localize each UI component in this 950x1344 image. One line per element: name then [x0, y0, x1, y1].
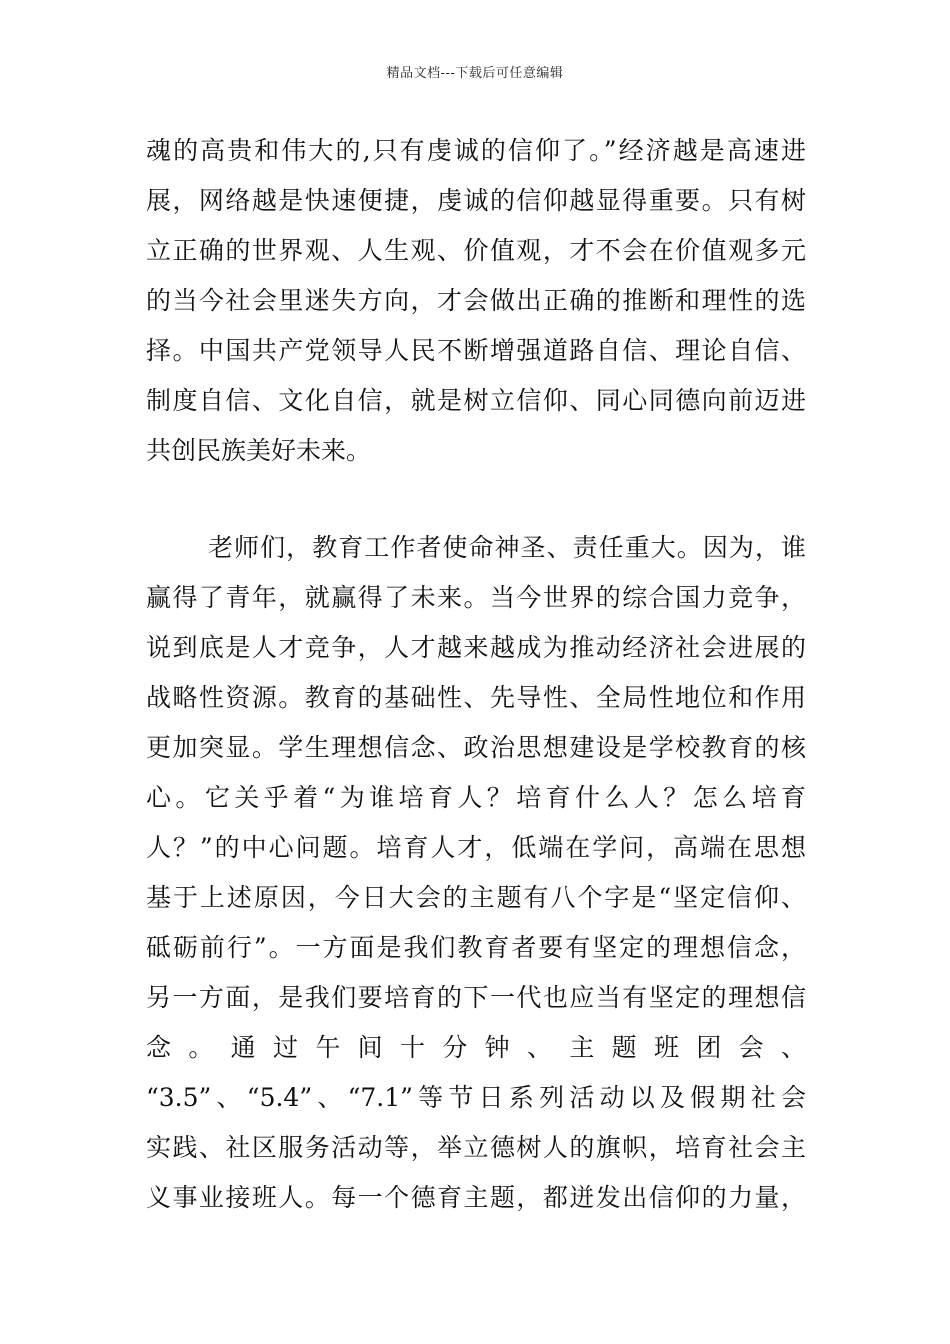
paragraph-2 [146, 523, 806, 1223]
text-line: 念。通过午间十分钟、主题班团会、 [146, 1033, 806, 1062]
text-line: 制度自信、文化自信，就是树立信仰、同心同德向前迈进 [146, 386, 806, 415]
text-line: 砥砺前行”。一方面是我们教育者要有坚定的理想信念， [146, 933, 806, 962]
text-line: 人？”的中心问题。培育人才，低端在学问，高端在思想 [146, 833, 806, 862]
text-line: 基于上述原因，今日大会的主题有八个字是“坚定信仰、 [146, 883, 806, 912]
text-line: 的当今社会里迷失方向，才会做出正确的推断和理性的选 [146, 286, 806, 315]
text-line: 择。中国共产党领导人民不断增强道路自信、理论自信、 [146, 336, 806, 365]
text-line: “3.5”、“5.4”、“7.1”等节日系列活动以及假期社会 [146, 1083, 806, 1112]
text-line: 战略性资源。教育的基础性、先导性、全局性地位和作用 [146, 683, 806, 712]
page-header: 精品文档---下载后可任意编辑 [386, 66, 564, 81]
text-line: 展，网络越是快速便捷，虔诚的信仰越显得重要。只有树 [146, 186, 806, 215]
text-line: 另一方面，是我们要培育的下一代也应当有坚定的理想信 [146, 983, 806, 1012]
text-line: 共创民族美好未来。 [146, 436, 372, 465]
text-line: 心。它关乎着“为谁培育人？培育什么人？怎么培育 [146, 783, 806, 812]
text-line: 说到底是人才竞争，人才越来越成为推动经济社会进展的 [146, 633, 806, 662]
text-line: 赢得了青年，就赢得了未来。当今世界的综合国力竞争， [146, 583, 806, 612]
text-line: 魂的高贵和伟大的,只有虔诚的信仰了。”经济越是高速进 [146, 136, 806, 165]
text-line: 义事业接班人。每一个德育主题，都迸发出信仰的力量， [146, 1183, 806, 1212]
paragraph-1 [146, 126, 806, 476]
text-line: 更加突显。学生理想信念、政治思想建设是学校教育的核 [146, 733, 806, 762]
text-line: 实践、社区服务活动等，举立德树人的旗帜，培育社会主 [146, 1133, 806, 1162]
text-line: 立正确的世界观、人生观、价值观，才不会在价值观多元 [146, 236, 806, 265]
text-line: 老师们，教育工作者使命神圣、责任重大。因为，谁 [208, 533, 806, 562]
